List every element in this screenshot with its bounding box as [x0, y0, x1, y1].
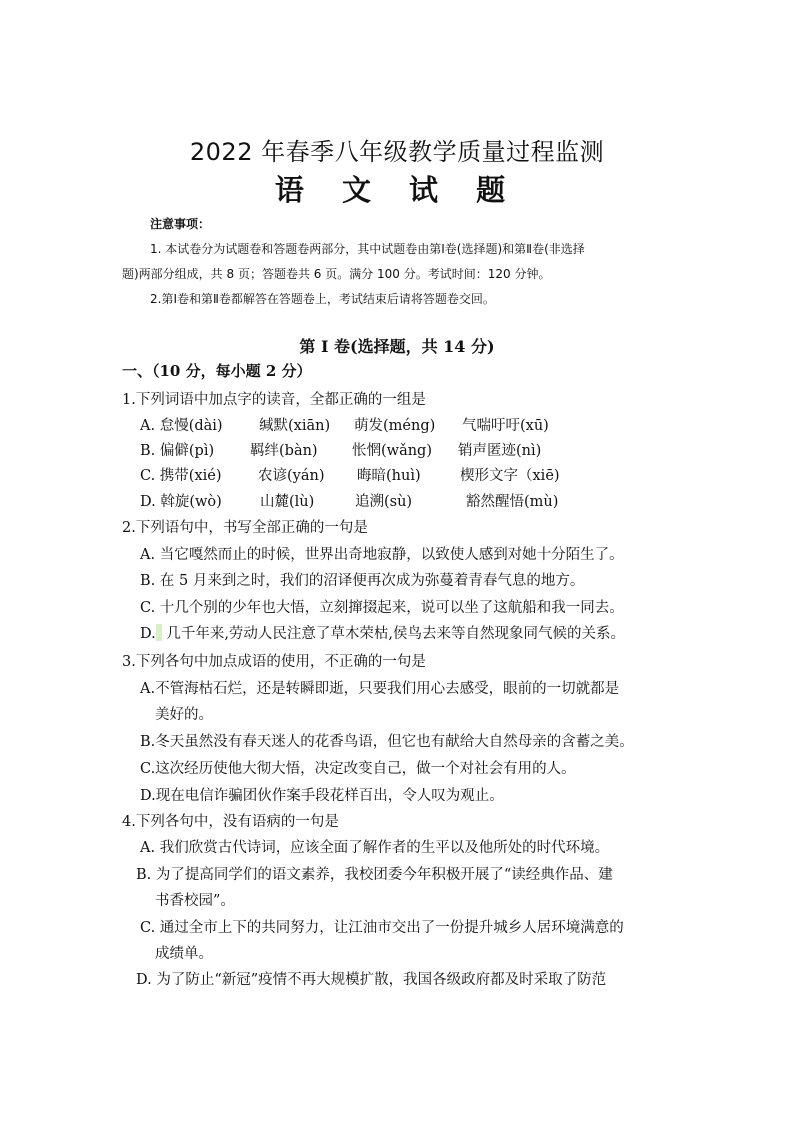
- q1-option-c-4: 楔形文字（xiē): [460, 468, 560, 484]
- notice-line-2: 2.第Ⅰ卷和第Ⅱ卷都解答在答题卷上，考试结束后请将答题卷交回。: [150, 292, 495, 306]
- q1-option-c-1: C. 携带(xié): [140, 468, 222, 484]
- q2-stem: 2.下列语句中，书写全部正确的一句是: [122, 520, 368, 536]
- q2-option-d-label: D.: [140, 626, 156, 642]
- q4-option-c-line2: 成绩单。: [155, 946, 213, 962]
- q3-stem: 3.下列各句中加点成语的使用，不正确的一句是: [122, 654, 426, 670]
- q2-option-c: C. 十几个别的少年也大悟，立刻撺掇起来，说可以坐了这航船和我一同去。: [140, 600, 624, 616]
- q1-option-a-3: 萌发(méng): [354, 418, 436, 434]
- q3-option-b: B.冬天虽然没有春天迷人的花香鸟语，但它也有献给大自然母亲的含蓄之美。: [140, 734, 634, 750]
- q4-option-d-line1: D. 为了防止“新冠”疫情不再大规模扩散，我国各级政府都及时采取了防范: [136, 972, 607, 988]
- subject-title: 语 文 试 题: [274, 173, 520, 207]
- q2-option-d: [140, 622, 625, 643]
- q3-option-a-line2: 美好的。: [155, 707, 213, 723]
- q1-option-d-1: D. 斡旋(wò): [140, 494, 222, 510]
- q1-option-c-2: 农谚(yán): [258, 468, 325, 484]
- notice-line-1a: 1. 本试卷分为试题卷和答题卷两部分，其中试题卷由第Ⅰ卷(选择题)和第Ⅱ卷(非选择: [150, 242, 585, 256]
- q1-option-b-4: 销声匿迹(nì): [458, 443, 542, 459]
- q3-option-c: C.这次经历使他大彻大悟，决定改变自己，做一个对社会有用的人。: [140, 761, 576, 777]
- q1-option-d-2: 山麓(lù): [260, 494, 315, 510]
- q1-option-b-1: B. 偏僻(pì): [140, 443, 215, 459]
- part-1-heading: 一、（10 分，每小题 2 分）: [122, 362, 312, 380]
- q2-option-b: B. 在 5 月来到之时，我们的沼译便再次成为弥蔓着青春气息的地方。: [140, 573, 585, 589]
- q1-stem: 1.下列词语中加点字的读音，全都正确的一组是: [122, 392, 426, 408]
- notice-heading: 注意事项：: [150, 217, 211, 231]
- q1-option-a-1: A. 怠慢(dài): [140, 418, 223, 434]
- q1-option-d-4: 豁然醒悟(mù): [466, 494, 559, 510]
- notice-line-1b: 题)两部分组成，共 8 页；答题卷共 6 页。满分 100 分。考试时间：120 分钟。: [122, 267, 551, 281]
- q4-option-c-line1: C. 通过全市上下的共同努力，让江油市交出了一份提升城乡人居环境满意的: [140, 920, 624, 936]
- q4-option-a: A. 我们欣赏古代诗词，应该全面了解作者的生平以及他所处的时代环境。: [140, 840, 610, 856]
- q3-option-d: D.现在电信诈骗团伙作案手段花样百出，令人叹为观止。: [140, 788, 504, 804]
- q2-option-d-text: 几千年来,劳动人民注意了草木荣枯,侯鸟去来等自然现象同气候的关系。: [166, 626, 626, 642]
- q4-option-b-line1: B. 为了提高同学们的语文素养，我校团委今年积极开展了“读经典作品、建: [136, 867, 613, 883]
- q1-option-a-4: 气喘吁吁(xū): [462, 418, 549, 434]
- q4-stem: 4.下列各句中，没有语病的一句是: [122, 814, 339, 830]
- q1-option-a-2: 缄默(xiān): [259, 418, 331, 434]
- q1-option-c-3: 晦暗(huì): [357, 468, 421, 484]
- q1-option-b-2: 羁绊(bàn): [250, 443, 318, 459]
- q4-option-b-line2: 书香校园”。: [155, 893, 235, 909]
- q3-option-a-line1: A.不管海枯石烂，还是转瞬即逝，只要我们用心去感受，眼前的一切就都是: [140, 681, 620, 697]
- q2-option-a: A. 当它嘎然而止的时候，世界出奇地寂静，以致使人感到对她十分陌生了。: [140, 547, 624, 563]
- highlight-mark: [156, 624, 162, 641]
- q1-option-b-3: 怅惘(wǎng): [352, 443, 432, 459]
- q1-option-d-3: 追溯(sù): [355, 494, 413, 510]
- exam-title: 2022 年春季八年级教学质量过程监测: [189, 138, 605, 166]
- section-heading: 第 Ⅰ 卷(选择题，共 14 分): [299, 337, 495, 356]
